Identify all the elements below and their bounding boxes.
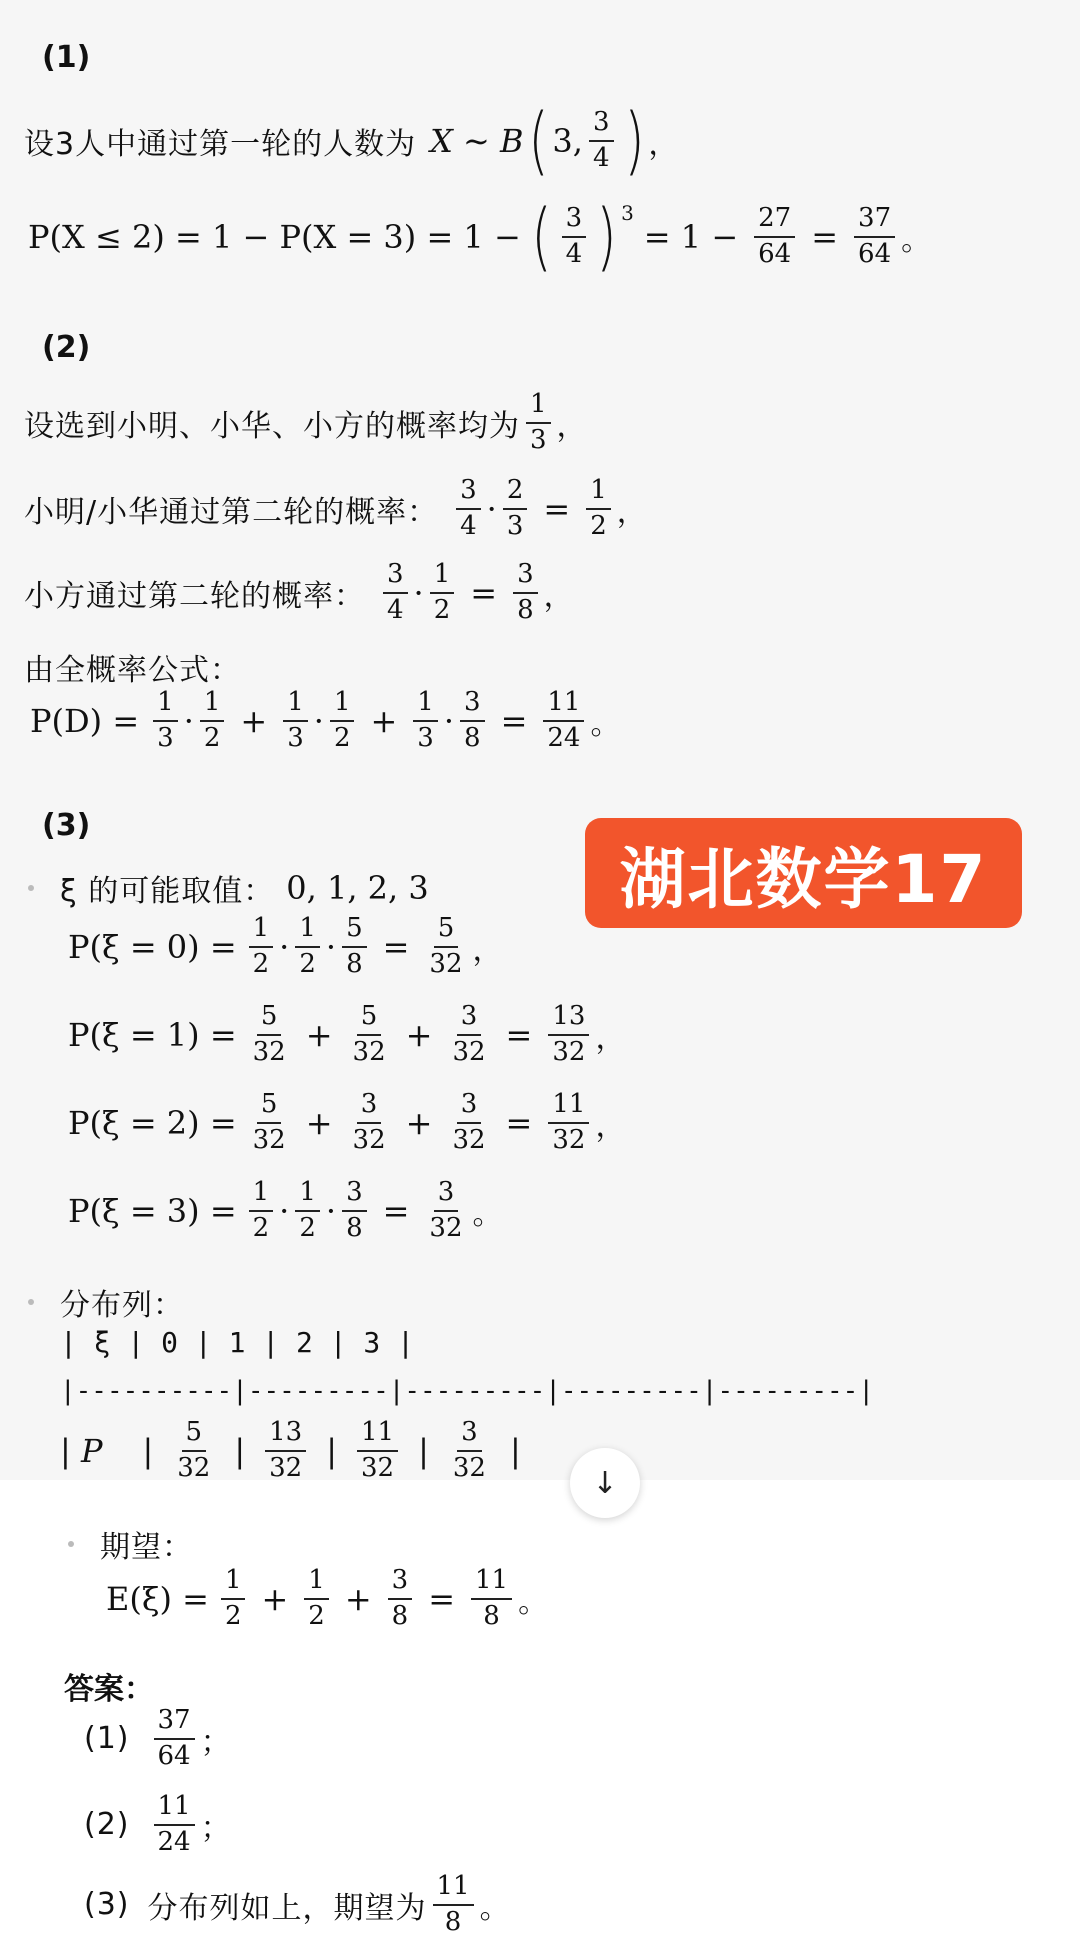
fraction: $\frac{3}{8}$ — [388, 1566, 413, 1632]
part2-line3-text: 小方通过第二轮的概率： — [24, 578, 365, 614]
answer-2 — [84, 1792, 232, 1858]
part1-equation — [28, 194, 933, 280]
fraction: $\frac{3}{8}$ — [513, 560, 538, 626]
punct: ； — [200, 1810, 232, 1846]
punct: ， — [616, 494, 648, 530]
part2-total-prob — [30, 688, 621, 754]
part1-line1 — [24, 98, 680, 184]
prob-xi-2 — [68, 1090, 626, 1156]
fraction: $\frac{1}{2}$ — [430, 560, 455, 626]
dot-op: · — [279, 1191, 290, 1230]
fraction: $\frac{11}{8}$ — [433, 1872, 474, 1938]
fraction: $\frac{37}{64}$ — [854, 204, 895, 270]
answer-3 — [84, 1872, 511, 1938]
fraction: $\frac{3}{8}$ — [342, 1178, 367, 1244]
fraction: $\frac{37}{64}$ — [154, 1706, 195, 1772]
punct: 。 — [518, 1584, 550, 1620]
fraction: $\frac{1}{2}$ — [304, 1566, 329, 1632]
fraction: $\frac{3}{4}$ — [562, 204, 587, 270]
p2-lhs: P(ξ = 2) = — [68, 1103, 237, 1142]
fraction: $\frac{13}{32}$ — [265, 1418, 306, 1484]
part2-line2-text: 小明/小华通过第二轮的概率： — [24, 494, 439, 530]
dist-label-line — [28, 1280, 184, 1324]
eq-mid: = 1 − — [643, 218, 739, 256]
plus-op: + — [305, 1103, 333, 1142]
exponent: 3 — [621, 201, 634, 225]
punct: 。 — [590, 706, 622, 742]
part2-line1 — [24, 390, 588, 456]
fraction: $\frac{13}{32}$ — [548, 1002, 589, 1068]
equals: = — [428, 1579, 456, 1618]
fraction: $\frac{3}{32}$ — [452, 1089, 486, 1155]
eq-lhs: P(X ≤ 2) = 1 − P(X = 3) = 1 − — [28, 218, 521, 256]
plus-op: + — [305, 1015, 333, 1054]
table-rule: |----------|---------|---------|---------|---------| — [60, 1376, 874, 1406]
exp-lhs: E(ξ) = — [106, 1579, 209, 1618]
plus-op: + — [261, 1579, 289, 1618]
fraction: $\frac{11}{32}$ — [548, 1090, 589, 1156]
dot-op: · — [183, 701, 194, 740]
expectation-eq — [106, 1566, 549, 1632]
fraction: $\frac{11}{24}$ — [154, 1792, 195, 1858]
fraction: $\frac{1}{2}$ — [586, 476, 611, 542]
part2-line4: 由全概率公式： — [24, 653, 241, 688]
fraction: $\frac{1}{3}$ — [413, 688, 438, 754]
answer-3-label: (3) — [84, 1887, 130, 1923]
values-text: ξ 的可能取值： — [60, 874, 275, 909]
fraction: $\frac{3}{8}$ — [460, 688, 485, 754]
bullet-icon — [68, 1541, 74, 1547]
fraction: $\frac{1}{3}$ — [526, 390, 551, 456]
right-paren: ) — [623, 98, 645, 184]
equals: = — [505, 1015, 533, 1054]
punct: ， — [648, 127, 680, 162]
bullet-icon — [28, 885, 34, 891]
fraction: $\frac{1}{2}$ — [221, 1566, 246, 1632]
fraction: $\frac{1}{3}$ — [283, 688, 308, 754]
answer-2-label: (2) — [84, 1807, 130, 1843]
p1-lhs: P(ξ = 1) = — [68, 1015, 237, 1054]
fraction: $\frac{11}{32}$ — [357, 1418, 398, 1484]
equals: = — [500, 701, 528, 740]
dot-op: · — [325, 927, 337, 966]
right-paren: ) — [596, 194, 617, 280]
fraction: $\frac{1}{2}$ — [295, 1178, 320, 1244]
dot-op: · — [413, 573, 424, 612]
arrow-down-icon: ↓ — [592, 1465, 618, 1501]
fraction: $\frac{5}{32}$ — [252, 1089, 286, 1155]
part1-line1-math: X ∼ B — [430, 122, 524, 160]
answer-1-label: (1) — [84, 1721, 130, 1757]
dot-op: · — [313, 701, 324, 740]
table-row-p — [60, 1418, 535, 1484]
exp-label-line — [68, 1522, 193, 1566]
plus-op: + — [344, 1579, 372, 1618]
punct: 。 — [479, 1890, 511, 1926]
equals: = — [543, 489, 571, 528]
plus-op: + — [405, 1015, 433, 1054]
prob-xi-3 — [68, 1178, 504, 1244]
fraction: $\frac{27}{64}$ — [754, 204, 795, 270]
values-list: 0, 1, 2, 3 — [286, 869, 429, 907]
dist-label: 分布列： — [60, 1288, 184, 1323]
dot-op: · — [486, 489, 497, 528]
fraction: $\frac{1}{2}$ — [249, 914, 274, 980]
prob-xi-1 — [68, 1002, 626, 1068]
part2-line1-text: 设选到小明、小华、小方的概率均为 — [24, 408, 520, 444]
fraction: $\frac{1}{3}$ — [153, 688, 178, 754]
dot-op: · — [325, 1191, 337, 1230]
watermark-badge: 湖北数学17 — [585, 818, 1022, 928]
punct: ， — [595, 1108, 627, 1144]
punct: ， — [543, 578, 575, 614]
fraction: $\frac{3}{4}$ — [456, 476, 481, 542]
equals: = — [811, 218, 839, 256]
equals: = — [382, 1191, 410, 1230]
punct: ， — [472, 932, 504, 968]
table-sep: | — [142, 1431, 154, 1470]
fraction: $\frac{1}{2}$ — [249, 1178, 274, 1244]
fraction: $\frac{1}{2}$ — [200, 688, 225, 754]
fraction: $\frac{5}{32}$ — [352, 1001, 386, 1067]
part3-values-line — [28, 866, 429, 910]
punct: 。 — [901, 223, 933, 258]
answers-title: 答案： — [64, 1672, 154, 1707]
fraction: $\frac{3}{32}$ — [352, 1089, 386, 1155]
part1-heading: (1) — [42, 40, 91, 75]
p0-lhs: P(ξ = 0) = — [68, 927, 237, 966]
fraction: $\frac{1}{2}$ — [330, 688, 355, 754]
punct: ； — [200, 1724, 232, 1760]
fraction: $\frac{5}{8}$ — [342, 914, 367, 980]
fraction: $\frac{1}{2}$ — [295, 914, 320, 980]
part3-heading: (3) — [42, 808, 91, 843]
punct: ， — [556, 408, 588, 444]
equals: = — [470, 573, 498, 612]
table-row-label: | P — [60, 1431, 103, 1470]
scroll-down-button[interactable] — [570, 1448, 640, 1518]
table-sep: | — [234, 1431, 246, 1470]
fraction: $\frac{3}{32}$ — [452, 1417, 486, 1483]
p3-lhs: P(ξ = 3) = — [68, 1191, 237, 1230]
part2-line2 — [24, 476, 648, 542]
fraction: $\frac{3}{4}$ — [589, 108, 614, 174]
exp-label: 期望： — [100, 1530, 193, 1565]
table-sep: | — [418, 1431, 429, 1470]
left-paren: ( — [527, 98, 549, 184]
table-header: | ξ | 0 | 1 | 2 | 3 | — [60, 1326, 415, 1359]
equals: = — [382, 927, 410, 966]
bullet-icon — [28, 1299, 34, 1305]
plus-op: + — [405, 1103, 433, 1142]
fraction: $\frac{3}{32}$ — [452, 1001, 486, 1067]
fraction: $\frac{11}{24}$ — [543, 688, 584, 754]
table-sep: | — [509, 1431, 521, 1470]
part2-line3 — [24, 560, 575, 626]
part1-line1-text: 设3人中通过第一轮的人数为 — [24, 127, 417, 162]
fraction: $\frac{5}{32}$ — [429, 913, 463, 979]
fraction: $\frac{3}{32}$ — [429, 1177, 463, 1243]
fraction: $\frac{3}{4}$ — [383, 560, 408, 626]
answer-1 — [84, 1706, 232, 1772]
part2-heading: (2) — [42, 330, 91, 365]
fraction: $\frac{5}{32}$ — [177, 1417, 211, 1483]
prob-xi-0 — [68, 914, 504, 980]
plus-op: + — [240, 701, 268, 740]
dot-op: · — [279, 927, 290, 966]
dot-op: · — [443, 701, 455, 740]
pd-lhs: P(D) = — [30, 701, 140, 740]
fraction: $\frac{2}{3}$ — [503, 476, 528, 542]
equals: = — [505, 1103, 533, 1142]
fraction: $\frac{5}{32}$ — [252, 1001, 286, 1067]
left-paren: ( — [531, 194, 552, 280]
answer-3-text: 分布列如上，期望为 — [147, 1890, 427, 1926]
table-sep: | — [326, 1431, 338, 1470]
plus-op: + — [370, 701, 398, 740]
punct: ， — [595, 1020, 627, 1056]
punct: 。 — [472, 1196, 504, 1232]
fraction: $\frac{11}{8}$ — [471, 1566, 512, 1632]
part1-line1-arg: 3, — [552, 122, 583, 160]
